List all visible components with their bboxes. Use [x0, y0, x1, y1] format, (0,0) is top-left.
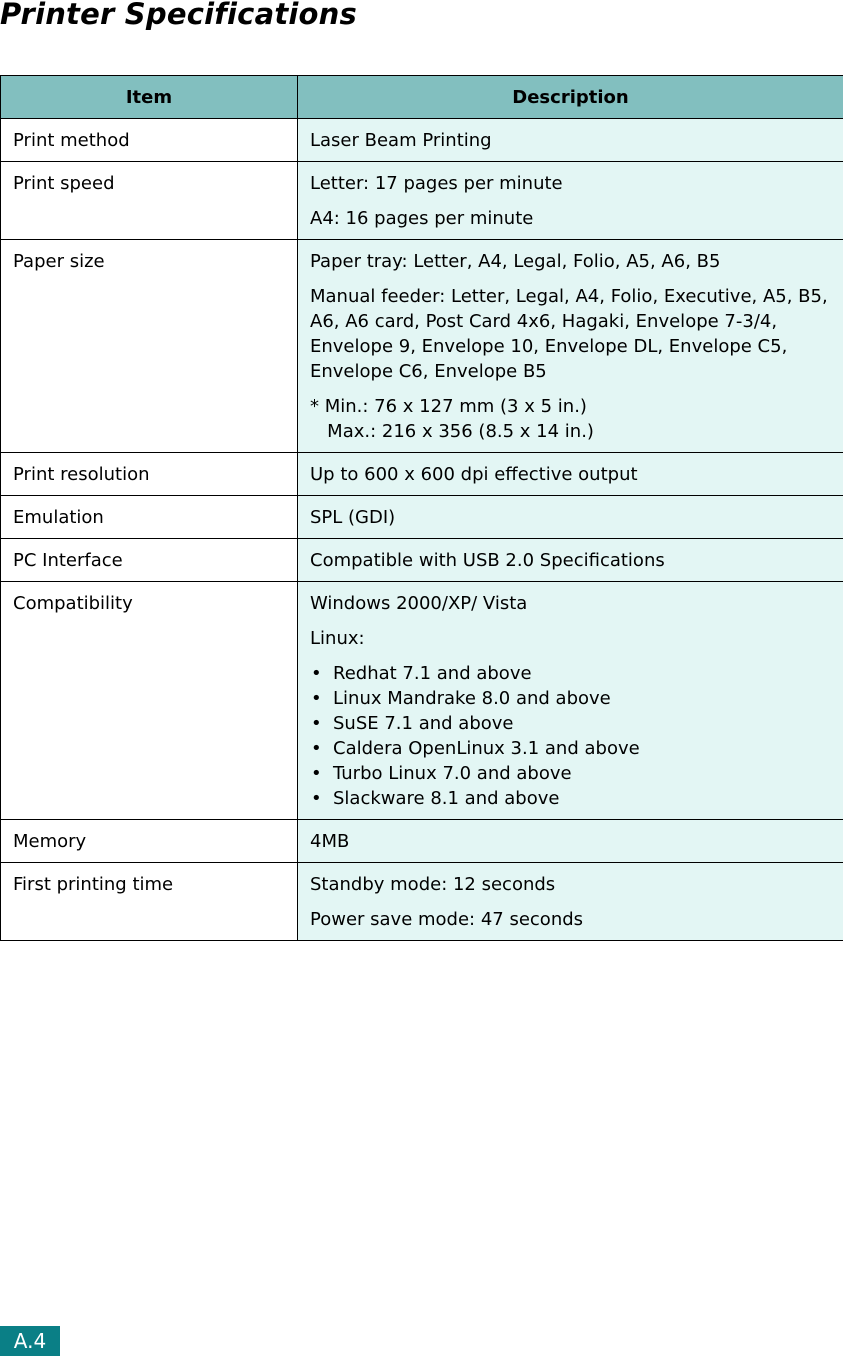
description-paragraph: Manual feeder: Letter, Legal, A4, Folio, Executive, A5, B5, A6, A6 card, Post Card 4x6, Hagaki, Envelope 7-3/4, Envelope 9, Envelope 10, Envelope DL, Envelope C5, Envelope C6, Envelope B5 [310, 286, 834, 382]
list-item: • SuSE 7.1 and above [310, 711, 832, 736]
spec-item-cell: Compatibility [1, 582, 298, 820]
spec-description-cell [298, 162, 843, 240]
description-paragraph: Compatible with USB 2.0 Specifications [310, 550, 665, 571]
description-paragraph: Laser Beam Printing [310, 130, 492, 151]
spec-description-cell [298, 863, 843, 941]
spec-description-cell [298, 820, 843, 863]
header-item: Item [1, 76, 298, 119]
spec-item-cell: Memory [1, 820, 298, 863]
spec-description-cell [298, 119, 843, 162]
header-description: Description [298, 76, 843, 119]
description-paragraph: Linux: [310, 628, 365, 649]
page-number: A.4 [0, 1326, 60, 1356]
table-header-row [1, 76, 843, 119]
specifications-table [0, 75, 843, 941]
spec-description-cell [298, 582, 843, 820]
page-title: Printer Specifications [0, 0, 357, 31]
spec-description-cell [298, 240, 843, 453]
table-row [1, 820, 843, 863]
list-item: • Caldera OpenLinux 3.1 and above [310, 736, 832, 761]
spec-description-cell [298, 539, 843, 582]
description-paragraph: Paper tray: Letter, A4, Legal, Folio, A5, A6, B5 [310, 251, 721, 272]
table-body [1, 119, 843, 941]
table-row [1, 863, 843, 941]
spec-description-cell [298, 496, 843, 539]
list-item: • Linux Mandrake 8.0 and above [310, 686, 832, 711]
table-row [1, 453, 843, 496]
spec-item-cell: Paper size [1, 240, 298, 453]
spec-item-cell: Emulation [1, 496, 298, 539]
description-paragraph: * Min.: 76 x 127 mm (3 x 5 in.) Max.: 216 x 356 (8.5 x 14 in.) [310, 396, 594, 442]
list-item: • Turbo Linux 7.0 and above [310, 761, 832, 786]
table-row [1, 496, 843, 539]
table-row [1, 119, 843, 162]
description-paragraph: Letter: 17 pages per minute [310, 173, 563, 194]
description-paragraph: Windows 2000/XP/ Vista [310, 593, 528, 614]
list-item: • Slackware 8.1 and above [310, 786, 832, 811]
description-paragraph: Power save mode: 47 seconds [310, 909, 584, 930]
spec-item-cell: Print speed [1, 162, 298, 240]
spec-item-cell: Print method [1, 119, 298, 162]
table-row [1, 240, 843, 453]
description-paragraph: SPL (GDI) [310, 507, 396, 528]
table-row [1, 582, 843, 820]
spec-item-cell: First printing time [1, 863, 298, 941]
table-row [1, 162, 843, 240]
description-paragraph: Standby mode: 12 seconds [310, 874, 556, 895]
description-paragraph: A4: 16 pages per minute [310, 208, 534, 229]
list-item: • Redhat 7.1 and above [310, 661, 832, 686]
bullet-list [310, 661, 832, 811]
description-paragraph: Up to 600 x 600 dpi effective output [310, 464, 638, 485]
description-paragraph: 4MB [310, 831, 350, 852]
spec-description-cell [298, 453, 843, 496]
table-row [1, 539, 843, 582]
spec-item-cell: Print resolution [1, 453, 298, 496]
spec-item-cell: PC Interface [1, 539, 298, 582]
